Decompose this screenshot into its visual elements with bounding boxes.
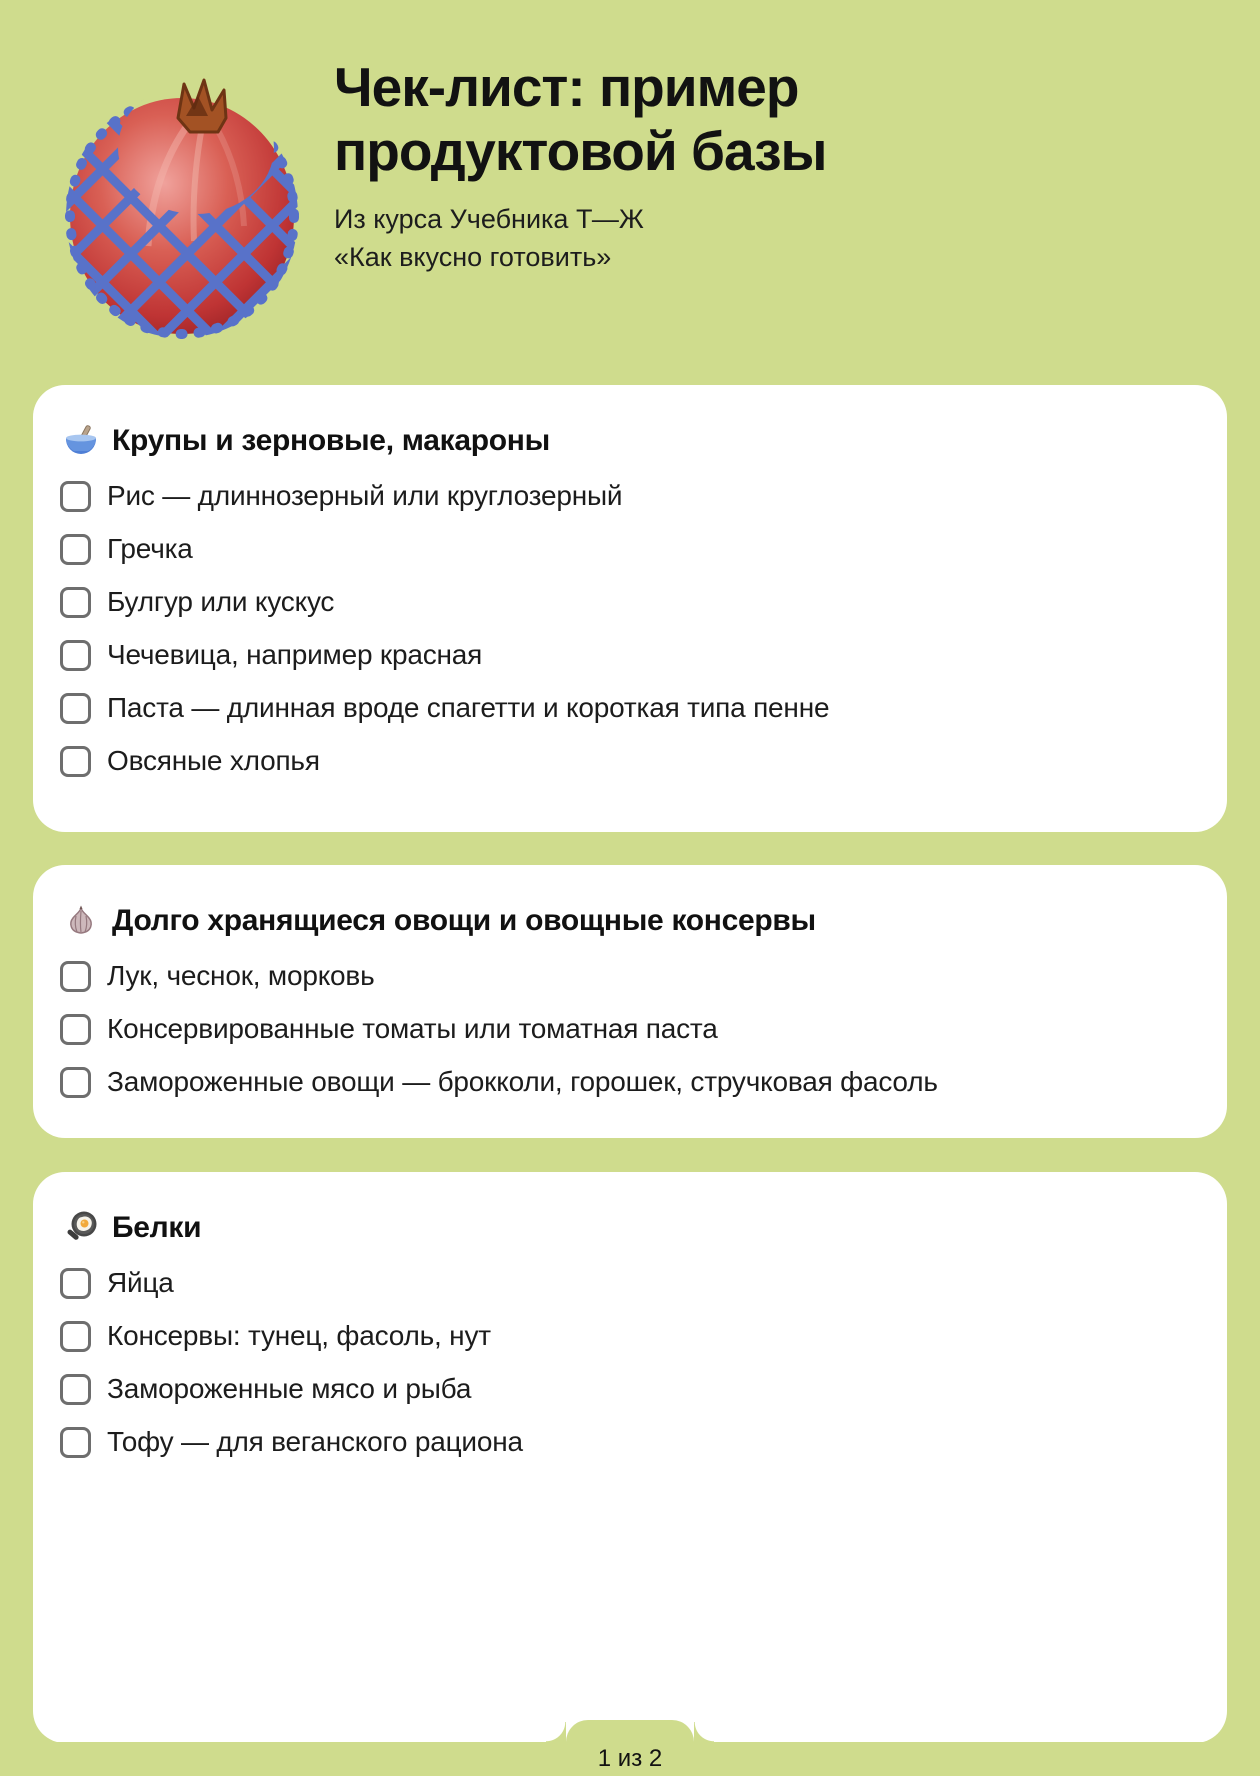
garlic-icon: [63, 903, 99, 939]
checkbox-unchecked[interactable]: [60, 693, 91, 724]
checklist-item-label: Замороженные овощи — брокколи, горошек, стручковая фасоль: [107, 1066, 938, 1097]
section-header: [63, 1210, 1187, 1246]
checkbox-unchecked[interactable]: [60, 1321, 91, 1352]
checklist-item: [60, 533, 1187, 565]
checkbox-unchecked[interactable]: [60, 961, 91, 992]
checkbox-unchecked[interactable]: [60, 587, 91, 618]
section-card-1: [33, 865, 1227, 1138]
checklist-item-label: Консервированные томаты или томатная паста: [107, 1013, 718, 1044]
page-indicator: 1 из 2: [597, 1745, 663, 1772]
section-header: [63, 903, 1187, 939]
checklist-item: [60, 1267, 1187, 1299]
checklist-item: [60, 960, 1187, 992]
checkbox-unchecked[interactable]: [60, 1374, 91, 1405]
checklist-item: [60, 1066, 1187, 1098]
checklist-item: [60, 745, 1187, 777]
section-card-2: [33, 1172, 1227, 1743]
page-subtitle-line1: Из курса Учебника Т—Ж: [334, 203, 644, 234]
page-title-line1: Чек-лист: пример: [334, 56, 799, 118]
page-indicator-tab: [566, 1720, 694, 1776]
checkbox-unchecked[interactable]: [60, 1014, 91, 1045]
checklist-item-label: Булгур или кускус: [107, 586, 335, 617]
checklist-item: [60, 1320, 1187, 1352]
checklist-item: [60, 692, 1187, 724]
section-title: Долго хранящиеся овощи и овощные консервы: [112, 904, 816, 937]
checkbox-unchecked[interactable]: [60, 640, 91, 671]
bowl-with-spoon-icon: [63, 423, 99, 459]
header: [0, 0, 1260, 340]
checkbox-unchecked[interactable]: [60, 1268, 91, 1299]
header-text: [334, 56, 1214, 277]
checklist-item: [60, 480, 1187, 512]
page-title-line2: продуктовой базы: [334, 119, 827, 182]
page-subtitle-line2: «Как вкусно готовить»: [334, 242, 612, 273]
checklist-item-label: Рис — длиннозерный или круглозерный: [107, 480, 623, 511]
section-card-0: [33, 385, 1227, 832]
checkbox-unchecked[interactable]: [60, 1427, 91, 1458]
checklist-item-label: Замороженные мясо и рыба: [107, 1373, 472, 1404]
checklist-item-label: Паста — длинная вроде спагетти и короткая типа пенне: [107, 692, 830, 723]
checklist-item-label: Гречка: [107, 533, 193, 564]
checkbox-unchecked[interactable]: [60, 481, 91, 512]
checkbox-unchecked[interactable]: [60, 1067, 91, 1098]
checkbox-unchecked[interactable]: [60, 534, 91, 565]
footer-bar: [0, 1742, 1260, 1776]
checklist-item: [60, 1373, 1187, 1405]
page-subtitle: [334, 200, 1214, 278]
checklist-item-label: Яйца: [107, 1267, 174, 1298]
checklist-item: [60, 1426, 1187, 1458]
checklist-item-label: Тофу — для веганского рациона: [107, 1426, 523, 1457]
checklist-item: [60, 639, 1187, 671]
checklist-item-label: Овсяные хлопья: [107, 745, 320, 776]
pomegranate-image: [46, 56, 318, 348]
checklist-item-label: Чечевица, например красная: [107, 639, 483, 670]
checklist-item-label: Лук, чеснок, морковь: [107, 960, 375, 991]
page-title: [334, 56, 1214, 184]
frying-pan-egg-icon: [63, 1210, 99, 1246]
section-title: Крупы и зерновые, макароны: [112, 424, 550, 457]
checkbox-unchecked[interactable]: [60, 746, 91, 777]
checklist-item: [60, 1013, 1187, 1045]
checklist-item: [60, 586, 1187, 618]
checklist-item-label: Консервы: тунец, фасоль, нут: [107, 1320, 491, 1351]
section-header: [63, 423, 1187, 459]
section-title: Белки: [112, 1211, 202, 1244]
